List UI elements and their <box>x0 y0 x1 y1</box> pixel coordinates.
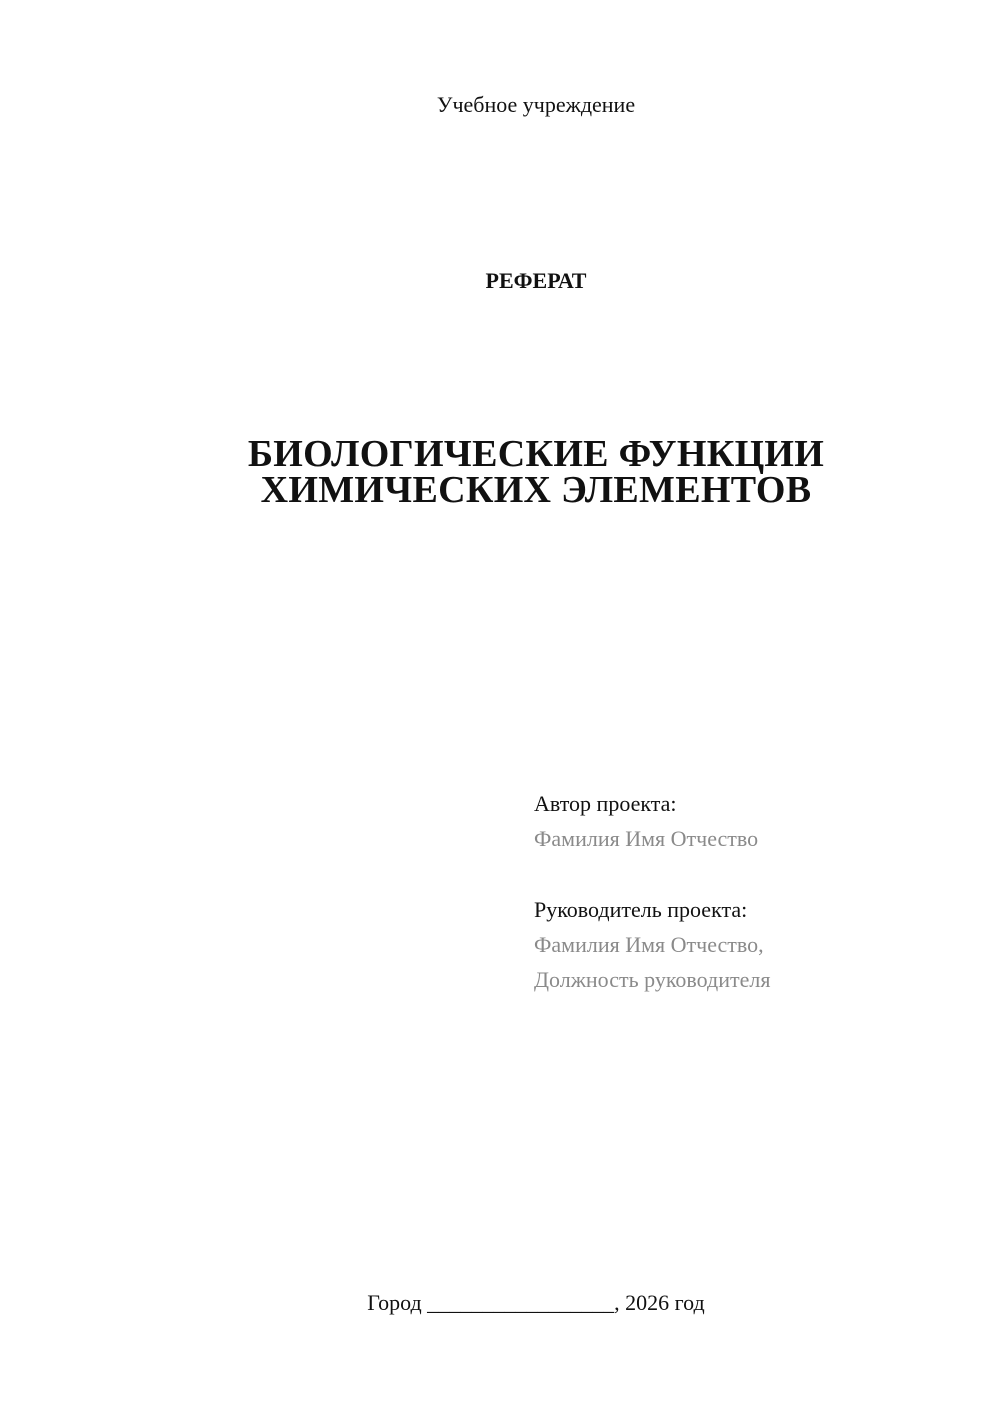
supervisor-label: Руководитель проекта: <box>534 897 748 922</box>
city-year-line: Город _________________, 2026 год <box>367 1290 705 1315</box>
author-name: Фамилия Имя Отчество <box>534 826 759 851</box>
title-line-2: ХИМИЧЕСКИХ ЭЛЕМЕНТОВ <box>260 469 812 511</box>
document-title <box>0 433 1000 511</box>
supervisor-name: Фамилия Имя Отчество, <box>534 932 764 957</box>
supervisor-block <box>534 892 974 997</box>
document-type: РЕФЕРАТ <box>485 268 587 293</box>
author-label: Автор проекта: <box>534 791 677 816</box>
title-line-1: БИОЛОГИЧЕСКИЕ ФУНКЦИИ <box>247 433 825 475</box>
author-block <box>534 786 974 856</box>
supervisor-position: Должность руководителя <box>534 967 771 992</box>
institution-name: Учебное учреждение <box>436 92 636 117</box>
